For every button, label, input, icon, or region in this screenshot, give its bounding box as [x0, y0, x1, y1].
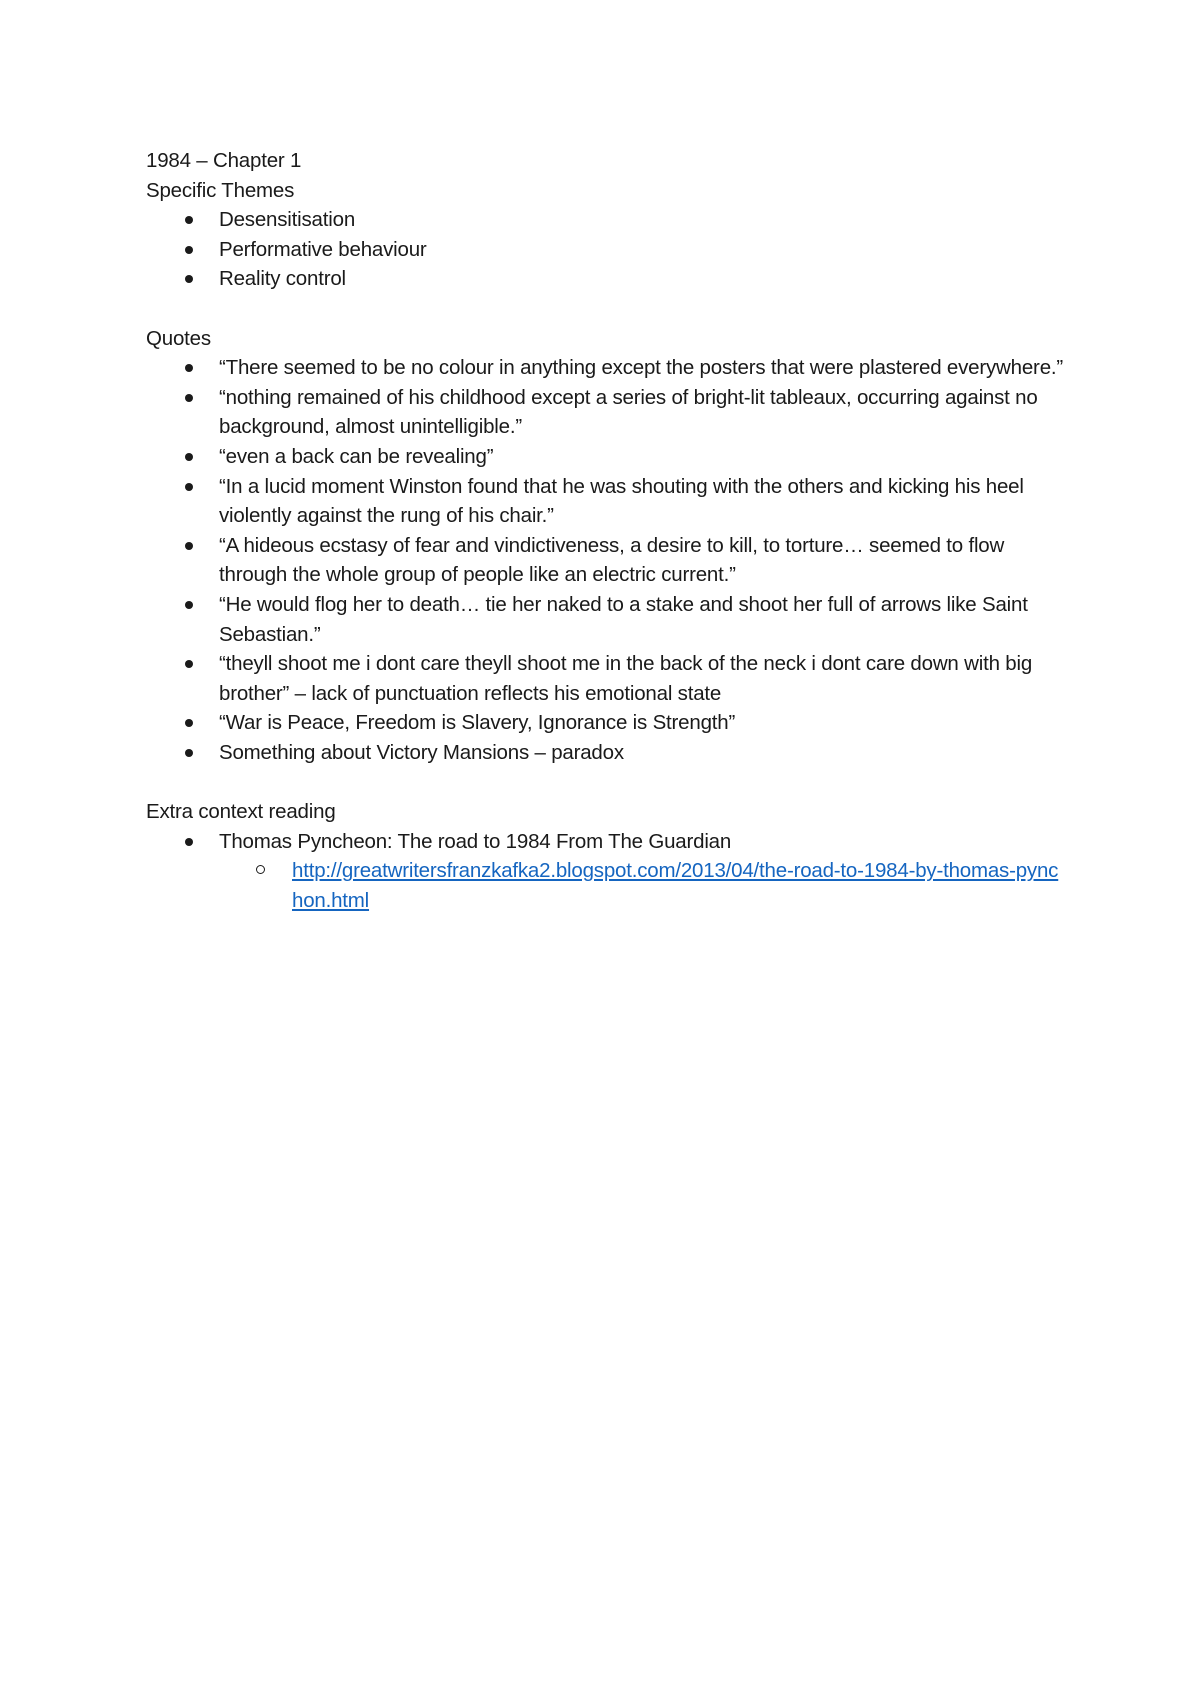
list-item: “nothing remained of his childhood except a series of bright-lit tableaux, occurring against no background, almost unintelligible.”: [146, 383, 1066, 442]
list-item: “He would flog her to death… tie her naked to a stake and shoot her full of arrows like Saint Sebastian.”: [146, 590, 1066, 649]
list-item: Desensitisation: [146, 205, 1066, 235]
bullet-icon: [185, 749, 193, 757]
list-item: “even a back can be revealing”: [146, 442, 1066, 472]
bullet-icon: [185, 483, 193, 491]
bullet-icon: [185, 838, 193, 846]
quotes-heading: Quotes: [146, 326, 211, 350]
circle-bullet-icon: [256, 865, 265, 874]
bullet-icon: [185, 275, 193, 283]
list-item: Reality control: [146, 264, 1066, 294]
bullet-icon: [185, 216, 193, 224]
themes-heading: Specific Themes: [146, 178, 295, 202]
list-item: “War is Peace, Freedom is Slavery, Ignorance is Strength”: [146, 708, 1066, 738]
reading-title: Thomas Pyncheon: The road to 1984 From The Guardian: [219, 829, 732, 853]
bullet-icon: [185, 246, 193, 254]
quotes-list: [146, 353, 1066, 767]
bullet-icon: [185, 660, 193, 668]
bullet-icon: [185, 719, 193, 727]
document-body: [146, 146, 1066, 915]
bullet-icon: [185, 453, 193, 461]
reading-link[interactable]: http://greatwritersfranzkafka2.blogspot.com/2013/04/the-road-to-1984-by-thomas-pynchon.html: [292, 859, 1059, 912]
list-item: Something about Victory Mansions – paradox: [146, 738, 1066, 768]
extra-reading-list: [146, 827, 1066, 916]
bullet-icon: [185, 394, 193, 402]
themes-list: [146, 205, 1066, 294]
bullet-icon: [185, 542, 193, 550]
bullet-icon: [185, 601, 193, 609]
spacer: [146, 767, 1066, 797]
list-item: “theyll shoot me i dont care theyll shoot me in the back of the neck i dont care down with big brother” – lack of punctuation reflects his emotional state: [146, 649, 1066, 708]
list-item: “In a lucid moment Winston found that he was shouting with the others and kicking his heel violently against the rung of his chair.”: [146, 472, 1066, 531]
document-title: 1984 – Chapter 1: [146, 149, 302, 172]
spacer: [146, 294, 1066, 324]
sub-list-item: [146, 856, 1066, 915]
list-item: Performative behaviour: [146, 235, 1066, 265]
list-item: [146, 827, 1066, 916]
reading-sublist: [219, 856, 1066, 915]
list-item: “There seemed to be no colour in anything except the posters that were plastered everywhere.”: [146, 353, 1066, 383]
bullet-icon: [185, 364, 193, 372]
list-item: “A hideous ecstasy of fear and vindictiveness, a desire to kill, to torture… seemed to flow through the whole group of people like an electric current.”: [146, 531, 1066, 590]
extra-reading-heading: Extra context reading: [146, 800, 336, 824]
